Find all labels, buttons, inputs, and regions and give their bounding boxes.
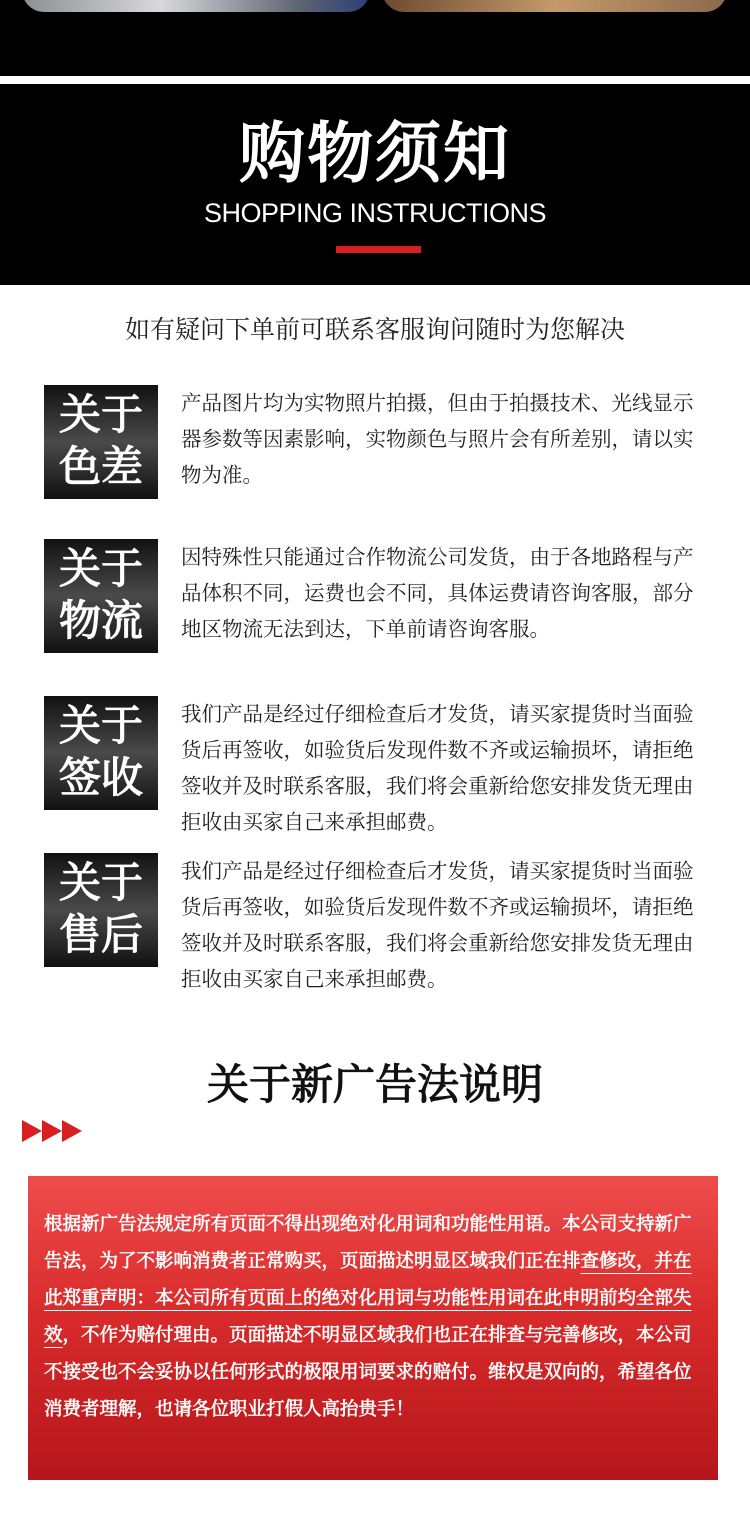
section-badge [44, 539, 158, 653]
notice-underlined: 查修改，并在此郑重声明：本公司所有页面上的绝对化用词与功能性用词在此申明前均全部失效 [44, 1251, 692, 1346]
section-badge [44, 696, 158, 810]
header-underline-bar [336, 246, 421, 253]
product-photo-left [22, 0, 370, 12]
ad-law-title: 关于新广告法说明 [206, 1060, 543, 1109]
notice-part2: ，不作为赔付理由。页面描述不明显区域我们也正在排查与完善修改，本公司不接受也不会妥协以任何形式的极限用词要求的赔付。维权是双向的，希望各位消费者理解，也请各位职业打假人高抬贵手！ [44, 1325, 692, 1420]
section-text: 我们产品是经过仔细检查后才发货，请买家提货时当面验货后再签收，如验货后发现件数不齐或运输损坏，请拒绝签收并及时联系客服，我们将会重新给您安排发货无理由拒收由买家自己来承担邮费。 [181, 859, 694, 991]
badge-top-label: 关于 [58, 701, 143, 750]
badge-bottom-label: 售后 [58, 910, 143, 959]
section-text: 我们产品是经过仔细检查后才发货，请买家提货时当面验货后再签收，如验货后发现件数不齐或运输损坏，请拒绝签收并及时联系客服，我们将会重新给您安排发货无理由拒收由买家自己来承担邮费。 [181, 702, 694, 834]
ad-law-notice-text [44, 1206, 704, 1428]
arrow-right-icon [22, 1120, 42, 1142]
badge-top-label: 关于 [58, 858, 143, 907]
arrow-right-icon [42, 1120, 62, 1142]
badge-top-label: 关于 [58, 544, 143, 593]
header-subtitle: SHOPPING INSTRUCTIONS [203, 198, 547, 228]
badge-bottom-label: 签收 [58, 753, 143, 802]
badge-bottom-label: 物流 [58, 596, 143, 645]
notice-part1: 根据新广告法规定所有页面不得出现绝对化用词和功能性用语。本公司支持新广告法，为了不影响消费者正常购买，页面描述明显区域我们正在排 [44, 1214, 692, 1272]
badge-top-label: 关于 [58, 390, 143, 439]
section-badge [44, 853, 158, 967]
arrow-right-icon [62, 1120, 82, 1142]
intro-text: 如有疑问下单前可联系客服询问随时为您解决 [124, 315, 625, 344]
badge-bottom-label: 色差 [58, 442, 143, 491]
section-badge [44, 385, 158, 499]
triple-arrow-icon [22, 1120, 82, 1142]
product-photo-right [382, 0, 727, 12]
ad-law-notice-box [28, 1176, 718, 1480]
section-text: 因特殊性只能通过合作物流公司发货，由于各地路程与产品体积不同，运费也会不同，具体运费请咨询客服，部分地区物流无法到达，下单前请咨询客服。 [181, 545, 694, 641]
top-photo-strip [0, 0, 750, 76]
header-title: 购物须知 [239, 115, 511, 192]
section-text: 产品图片均为实物照片拍摄，但由于拍摄技术、光线显示器参数等因素影响，实物颜色与照片会有所差别，请以实物为准。 [181, 391, 694, 487]
